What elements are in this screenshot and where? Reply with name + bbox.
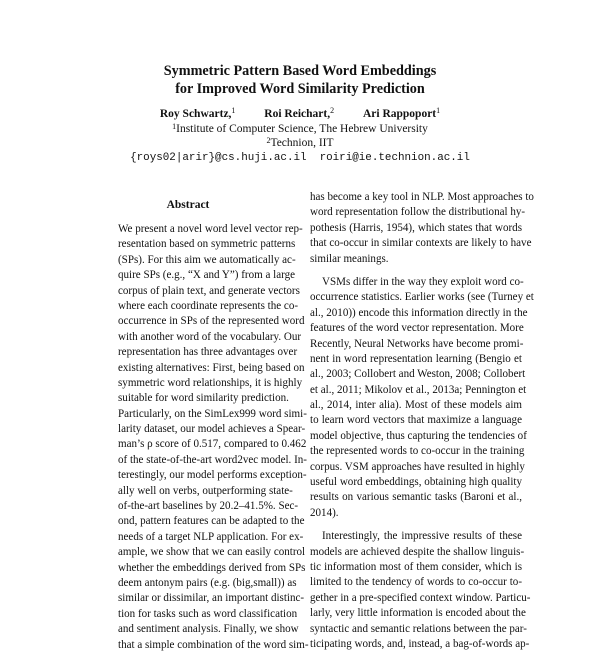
intro-line: that co-occur in similar contexts are likely to have	[310, 237, 532, 250]
intro-line: pothesis (Harris, 1954), which states that words	[310, 221, 522, 234]
author-name: Roy Schwartz,	[159, 108, 232, 120]
affiliation-mark: 2	[266, 136, 271, 145]
author	[160, 106, 236, 122]
abstract-line: similar or dissimilar, an important distinc-	[118, 592, 305, 605]
intro-line: occurrence statistics. Earlier works (see (Turney et	[310, 291, 534, 304]
abstract-line: and sentiment analysis. Finally, we show	[118, 623, 299, 636]
abstract-line: where each coordinate represents the co-	[118, 299, 299, 312]
author-name: Ari Rappoport	[362, 108, 437, 120]
abstract-line: deem antonym pairs (e.g. (big,small)) as	[118, 576, 297, 589]
intro-line: Recently, Neural Networks have become promi-	[310, 337, 524, 350]
intro-line: models are achieved despite the shallow linguis-	[310, 545, 525, 558]
abstract-line: representation has three advantages over	[118, 346, 298, 359]
abstract-line: Particularly, on the SimLex999 word simi-	[118, 407, 307, 420]
intro-line: 2014).	[310, 506, 339, 519]
abstract-line: ond, pattern features can be adapted to the	[118, 515, 305, 528]
abstract-line: (SPs). For this aim we automatically ac-	[118, 253, 296, 266]
paper-title-line-2: for Improved Word Similarity Prediction	[175, 81, 425, 97]
abstract-line: We present a novel word level vector rep-	[118, 223, 303, 235]
intro-line: features of the word vector representation. More	[310, 322, 524, 335]
intro-line: al., 2014, inter alia). Most of these models aim	[310, 399, 522, 412]
intro-line: corpus. VSM approaches have resulted in highly	[310, 460, 525, 473]
author-affiliation-mark: 1	[436, 106, 441, 115]
abstract-line: occurrence in SPs of the represented word	[118, 315, 305, 328]
abstract-line: larity dataset, our model achieves a Spear-	[118, 423, 306, 436]
intro-line: tic information most of them consider, which is	[310, 560, 522, 573]
author-list	[0, 106, 600, 122]
abstract-line: tion for tasks such as word classification	[118, 607, 298, 620]
intro-line: word representation follow the distributional hy-	[310, 206, 526, 219]
affiliation-text: Institute of Computer Science, The Hebrew University	[176, 123, 428, 135]
intro-line: al., 2003; Collobert and Weston, 2008; Collobert	[310, 368, 526, 381]
affiliation	[0, 122, 600, 136]
affiliation	[0, 136, 600, 150]
intro-line: Interestingly, the impressive results of these	[322, 530, 522, 543]
intro-line: to learn word vectors that maximize a language	[310, 414, 522, 427]
author-name: Roi Reichart,	[264, 108, 331, 120]
author	[264, 106, 334, 122]
intro-line: similar meanings.	[310, 252, 389, 265]
abstract-line: of-the-art baselines by 20.2–41.5%. Sec-	[118, 500, 299, 513]
abstract-line: with another word of the vocabulary. Our	[118, 330, 302, 343]
author-affiliation-mark: 1	[231, 106, 236, 115]
intro-line: ticipating words, and, instead, a bag-of-words ap-	[310, 637, 530, 650]
author-affiliation-mark: 2	[330, 106, 335, 115]
intro-line: the represented words to co-occur in the training	[310, 445, 525, 458]
intro-line: useful word embeddings, obtaining high quality	[310, 476, 522, 489]
introduction-body	[310, 190, 534, 652]
abstract-line: man’s ρ score of 0.517, compared to 0.462	[118, 438, 307, 451]
intro-line: model objective, thus capturing the tendencies of	[310, 429, 527, 442]
intro-line: syntactic and semantic relations between the par-	[310, 622, 527, 635]
abstract-line: of the state-of-the-art word2vec model. In-	[118, 453, 307, 466]
intro-line: al., 2010)) encode this information directly in the	[310, 306, 528, 319]
intro-line: nent in word representation learning (Bengio et	[310, 352, 522, 365]
abstract-line: symmetric word relationships, it is highly	[118, 376, 303, 389]
abstract-line: quire SPs (e.g., “X and Y”) from a large	[118, 269, 296, 282]
abstract-line: that a simple combination of the word sim-	[118, 638, 309, 651]
author	[363, 106, 440, 122]
abstract-body	[118, 222, 309, 653]
paper-title-line-1: Symmetric Pattern Based Word Embeddings	[163, 63, 437, 79]
abstract-line: terestingly, our model performs exception-	[118, 469, 307, 482]
abstract-line: corpus of plain text, and generate vectors	[118, 284, 300, 297]
abstract-line: needs of a target NLP application. For ex-	[118, 530, 304, 543]
author-emails	[0, 151, 600, 166]
abstract-heading: Abstract	[166, 199, 210, 211]
affiliation-text: Technion, IIT	[270, 137, 334, 149]
intro-line: results on various semantic tasks (Baroni et al.,	[310, 491, 522, 504]
abstract-line: ally well on verbs, outperforming state-	[118, 484, 293, 497]
email: {roys02|arir}@cs.huji.ac.il	[130, 152, 307, 164]
intro-line: larly, very little information is encoded about the	[310, 607, 526, 620]
intro-line: VSMs differ in the way they exploit word co-	[322, 275, 524, 288]
abstract-line: ample, we show that we can easily control	[118, 546, 306, 559]
email: roiri@ie.technion.ac.il	[319, 152, 470, 164]
abstract-line: suitable for word similarity prediction.	[118, 392, 289, 405]
affiliation-mark: 1	[172, 122, 177, 131]
intro-line: et al., 2011; Mikolov et al., 2013a; Pennington et	[310, 383, 527, 396]
abstract-line: resentation based on symmetric patterns	[118, 238, 296, 251]
intro-line: limited to the tendency of words to co-occur to-	[310, 576, 522, 589]
abstract-line: whether the embeddings derived from SPs	[118, 561, 306, 574]
intro-line: has become a key tool in NLP. Most approaches to	[310, 191, 534, 203]
abstract-line: existing alternatives: First, being based on	[118, 361, 305, 374]
intro-line: gether in a pre-specified context window. Particu-	[310, 591, 531, 604]
